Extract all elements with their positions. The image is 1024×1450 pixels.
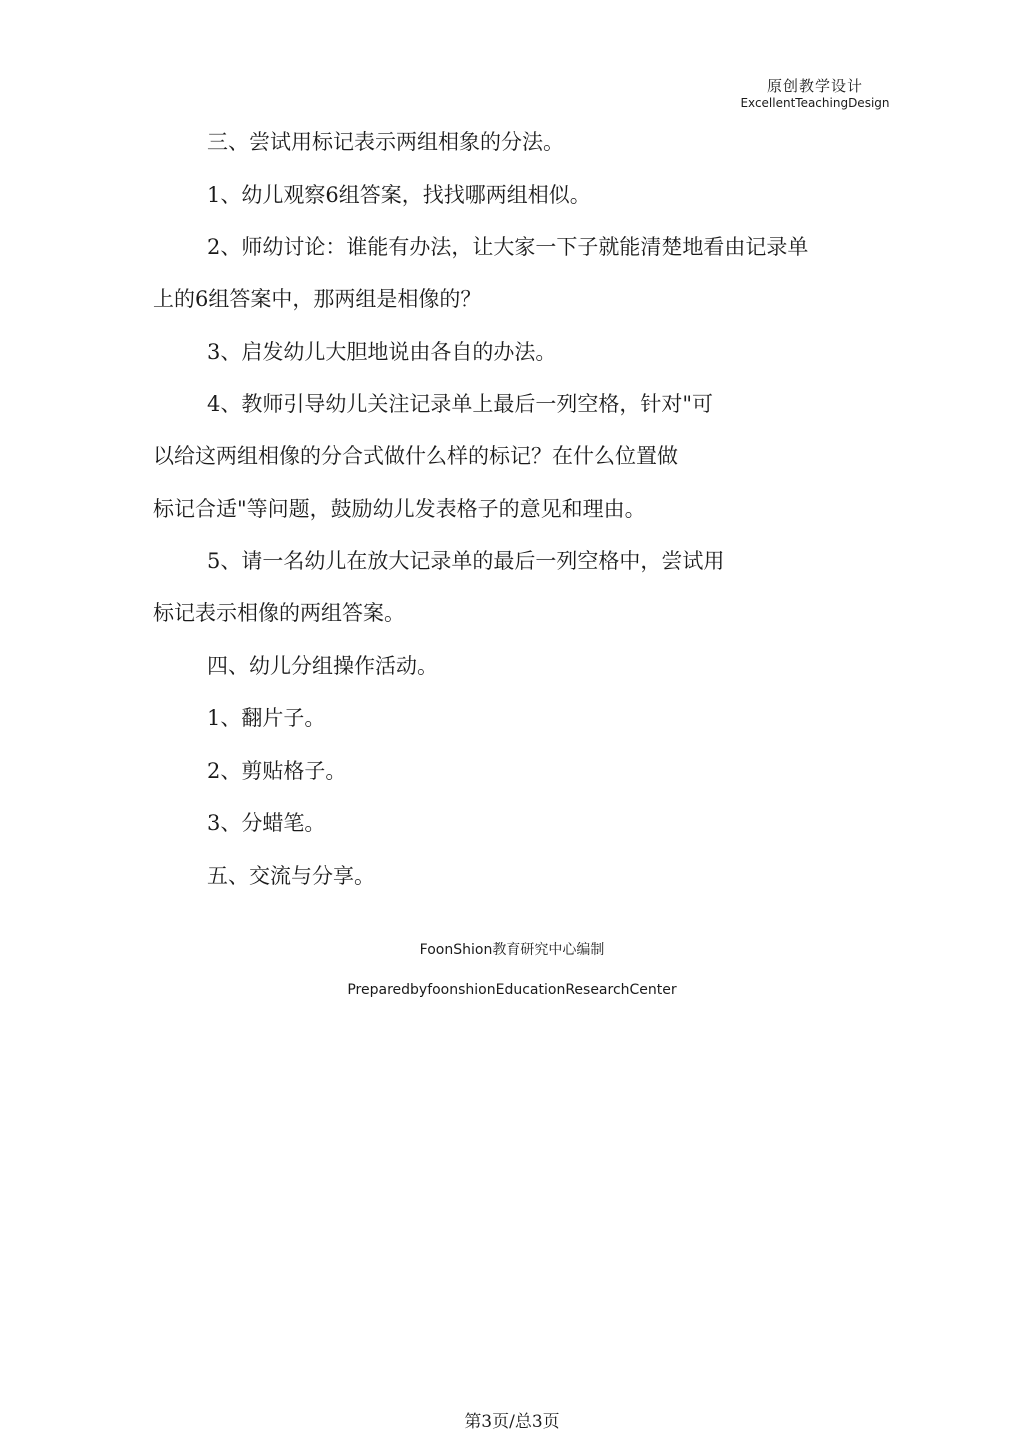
footer-org-cn: FoonShion教育研究中心编制 [419,942,605,958]
paragraph-line: 1、幼儿观察6组答案，找找哪两组相似。 [207,183,591,207]
paragraph-line: 上的6组答案中，那两组是相像的？ [153,287,482,311]
paragraph-line: 3、启发幼儿大胆地说由各自的办法。 [207,340,557,364]
header-title-en: ExcellentTeachingDesign [740,96,890,110]
list-item: 1、翻片子。 [207,706,326,730]
paragraph-line: 标记合适"等问题，鼓励幼儿发表格子的意见和理由。 [153,497,646,521]
list-item: 3、分蜡笔。 [207,811,326,835]
list-item: 2、剪贴格子。 [207,759,347,783]
header-title-cn: 原创教学设计 [766,77,863,95]
paragraph-line: 标记表示相像的两组答案。 [153,601,405,625]
paragraph-line: 4、教师引导幼儿关注记录单上最后一列空格，针对"可 [207,392,714,416]
paragraph-line: 5、请一名幼儿在放大记录单的最后一列空格中，尝试用 [207,549,725,573]
page-number: 第3页/总3页 [464,1412,560,1432]
paragraph-line: 以给这两组相像的分合式做什么样的标记？在什么位置做 [153,444,678,468]
paragraph-line: 2、师幼讨论：谁能有办法，让大家一下子就能清楚地看由记录单 [207,235,809,259]
page-header [700,76,930,110]
section-heading-4: 四、幼儿分组操作活动。 [207,654,438,678]
section-heading-5: 五、交流与分享。 [207,864,375,888]
section-heading-3: 三、尝试用标记表示两组相象的分法。 [207,130,564,154]
footer-org-en: PreparedbyfoonshionEducationResearchCenter [347,982,677,998]
